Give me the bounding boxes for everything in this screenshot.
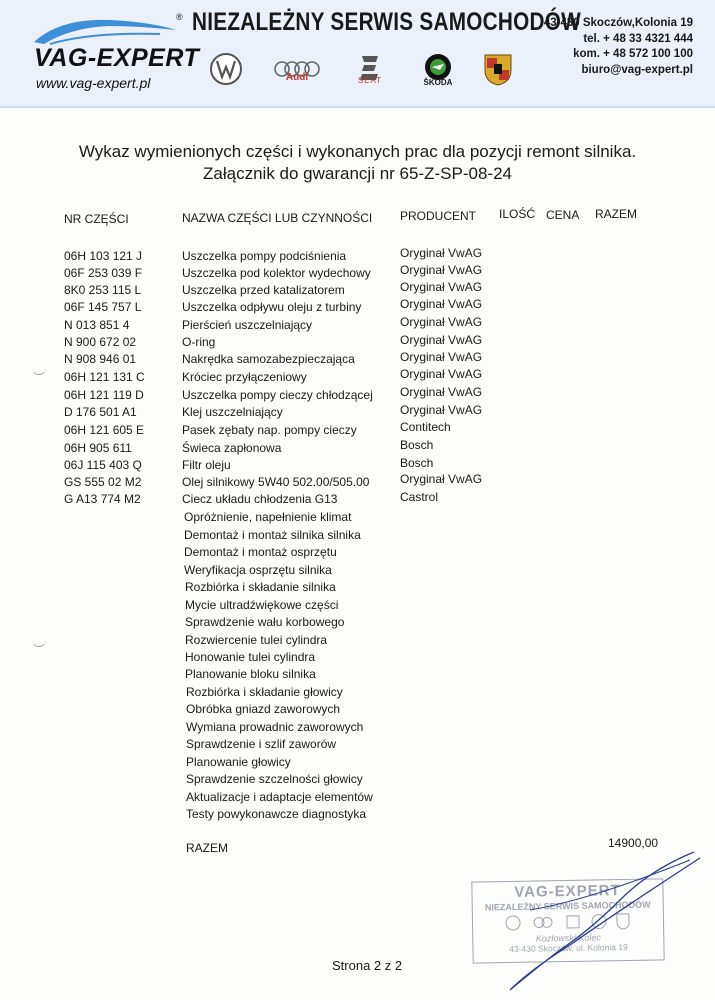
part-producer: Contitech xyxy=(400,420,451,434)
company-address: 43-430 Skoczów,Kolonia 19 xyxy=(543,17,693,29)
part-number: 06J 115 403 Q xyxy=(64,458,142,472)
stamp-owner: Kozłowski Kolec xyxy=(535,932,601,944)
part-name: Króciec przyłączeniowy xyxy=(182,370,307,384)
part-name: Uszczelka pompy podciśnienia xyxy=(182,249,347,263)
car-logo-icon xyxy=(30,14,180,48)
company-phone: tel. + 48 33 4321 444 xyxy=(583,32,693,45)
stamp-address: 43-430 Skoczów, ul. Kolonia 19 xyxy=(509,941,628,955)
part-producer: Castrol xyxy=(400,490,439,504)
company-email: biuro@vag-expert.pl xyxy=(581,63,693,76)
list-item: Planowanie głowicy xyxy=(186,755,291,769)
part-name: O-ring xyxy=(182,335,216,349)
part-name: Uszczelka pod kolektor wydechowy xyxy=(182,266,371,280)
hole-punch-mark xyxy=(32,368,46,375)
col-header-nr: NR CZĘŚCI xyxy=(64,212,129,226)
handwritten-signature xyxy=(470,840,710,1000)
list-item: Demontaż i montaż osprzętu xyxy=(184,545,337,559)
list-item: Sprawdzenie wału korbowego xyxy=(185,615,345,629)
list-item: Honowanie tulei cylindra xyxy=(185,650,316,664)
part-name: Pasek zębaty nap. pompy cieczy xyxy=(182,423,357,437)
part-number: 06H 121 119 D xyxy=(64,388,144,402)
part-name: Pierścień uszczelniający xyxy=(182,318,313,332)
col-header-name: NAZWA CZĘŚCI LUB CZYNNOŚCI xyxy=(182,211,373,225)
vw-logo-icon xyxy=(208,52,244,86)
porsche-crest-icon xyxy=(480,52,516,86)
col-header-qty: ILOŚĆ xyxy=(499,207,536,221)
part-number: D 176 501 A1 xyxy=(64,405,137,419)
list-item: Obróbka gniazd zaworowych xyxy=(186,702,341,716)
list-item: Planowanie bloku silnika xyxy=(185,667,316,681)
part-number: G A13 774 M2 xyxy=(64,492,141,506)
company-mobile: kom. + 48 572 100 100 xyxy=(573,48,693,60)
part-name: Uszczelka przed katalizatorem xyxy=(182,283,345,297)
stamp-title: NIEZALEŻNY SERWIS SAMOCHODÓW xyxy=(484,899,651,913)
part-number: 06H 905 611 xyxy=(64,441,132,455)
part-name: Olej silnikowy 5W40 502.00/505.00 xyxy=(182,475,370,489)
part-producer: Oryginał VwAG xyxy=(400,472,483,486)
part-number: GS 555 02 M2 xyxy=(64,475,142,489)
part-producer: Oryginał VwAG xyxy=(400,385,483,399)
skoda-label: ŠKODA xyxy=(423,78,453,87)
part-number: N 900 672 02 xyxy=(64,335,137,349)
col-header-price: CENA xyxy=(546,208,580,222)
document-heading: Wykaz wymienionych części i wykonanych prac dla pozycji remont silnika. xyxy=(78,142,637,161)
company-brand: VAG-EXPERT xyxy=(34,44,200,72)
part-number: N 013 851 4 xyxy=(64,318,130,332)
part-number: 8K0 253 115 L xyxy=(64,283,142,297)
list-item: Rozbiórka i składanie głowicy xyxy=(186,685,343,699)
contact-block xyxy=(544,16,693,78)
col-header-producer: PRODUCENT xyxy=(400,209,477,223)
list-item: Aktualizacje i adaptacje elementów xyxy=(186,790,373,804)
part-producer: Oryginał VwAG xyxy=(400,263,483,277)
total-label: RAZEM xyxy=(186,841,228,855)
part-producer: Oryginał VwAG xyxy=(400,297,483,311)
seat-label: SEAT xyxy=(357,76,383,85)
hole-punch-mark xyxy=(32,640,46,647)
part-number: 06H 103 121 J xyxy=(64,249,143,263)
part-producer: Bosch xyxy=(400,456,434,470)
part-number: N 908 946 01 xyxy=(64,352,137,366)
audi-label: Audi xyxy=(285,72,309,83)
list-item: Mycie ultradźwiękowe części xyxy=(185,598,339,612)
list-item: Sprawdzenie szczelności głowicy xyxy=(186,772,363,786)
part-name: Uszczelka pompy cieczy chłodzącej xyxy=(182,388,373,402)
list-item: Rozbiórka i składanie silnika xyxy=(185,580,336,594)
part-producer: Oryginał VwAG xyxy=(400,350,483,364)
page-number: Strona 2 z 2 xyxy=(332,958,403,973)
part-producer: Oryginał VwAG xyxy=(400,280,483,294)
part-number: 06F 145 757 L xyxy=(64,300,142,314)
part-name: Klej uszczelniający xyxy=(182,405,283,419)
part-number: 06H 121 131 C xyxy=(64,370,145,384)
part-name: Uszczelka odpływu oleju z turbiny xyxy=(182,300,362,314)
registered-mark: ® xyxy=(176,12,183,22)
part-name: Ciecz układu chłodzenia G13 xyxy=(182,492,338,506)
col-header-total: RAZEM xyxy=(595,207,637,221)
part-name: Filtr oleju xyxy=(182,458,231,472)
list-item: Sprawdzenie i szlif zaworów xyxy=(186,737,337,751)
part-number: 06F 253 039 F xyxy=(64,266,143,280)
part-number: 06H 121 605 E xyxy=(64,423,145,437)
list-item: Opróżnienie, napełnienie klimat xyxy=(184,510,352,524)
letterhead xyxy=(0,0,715,108)
list-item: Testy powykonawcze diagnostyka xyxy=(186,807,367,821)
part-name: Świeca zapłonowa xyxy=(182,441,282,455)
list-item: Weryfikacja osprzętu silnika xyxy=(184,563,332,577)
list-item: Wymiana prowadnic zaworowych xyxy=(186,720,364,734)
part-name: Nakrędka samozabezpieczająca xyxy=(182,352,355,366)
company-title: NIEZALEŻNY SERWIS SAMOCHODÓW xyxy=(192,8,581,36)
part-producer: Oryginał VwAG xyxy=(400,333,483,347)
part-producer: Oryginał VwAG xyxy=(400,315,483,329)
list-item: Rozwiercenie tulei cylindra xyxy=(185,633,328,647)
company-website: www.vag-expert.pl xyxy=(36,75,151,91)
part-producer: Oryginał VwAG xyxy=(400,403,483,417)
total-value: 14900,00 xyxy=(608,836,659,850)
warranty-reference: Załącznik do gwarancji nr 65-Z-SP-08-24 xyxy=(203,164,512,183)
part-producer: Oryginał VwAG xyxy=(400,246,483,260)
part-producer: Oryginał VwAG xyxy=(400,367,483,381)
stamp-brand: VAG-EXPERT xyxy=(514,882,621,901)
list-item: Demontaż i montaż silnika silnika xyxy=(184,528,361,542)
part-producer: Bosch xyxy=(400,438,434,452)
